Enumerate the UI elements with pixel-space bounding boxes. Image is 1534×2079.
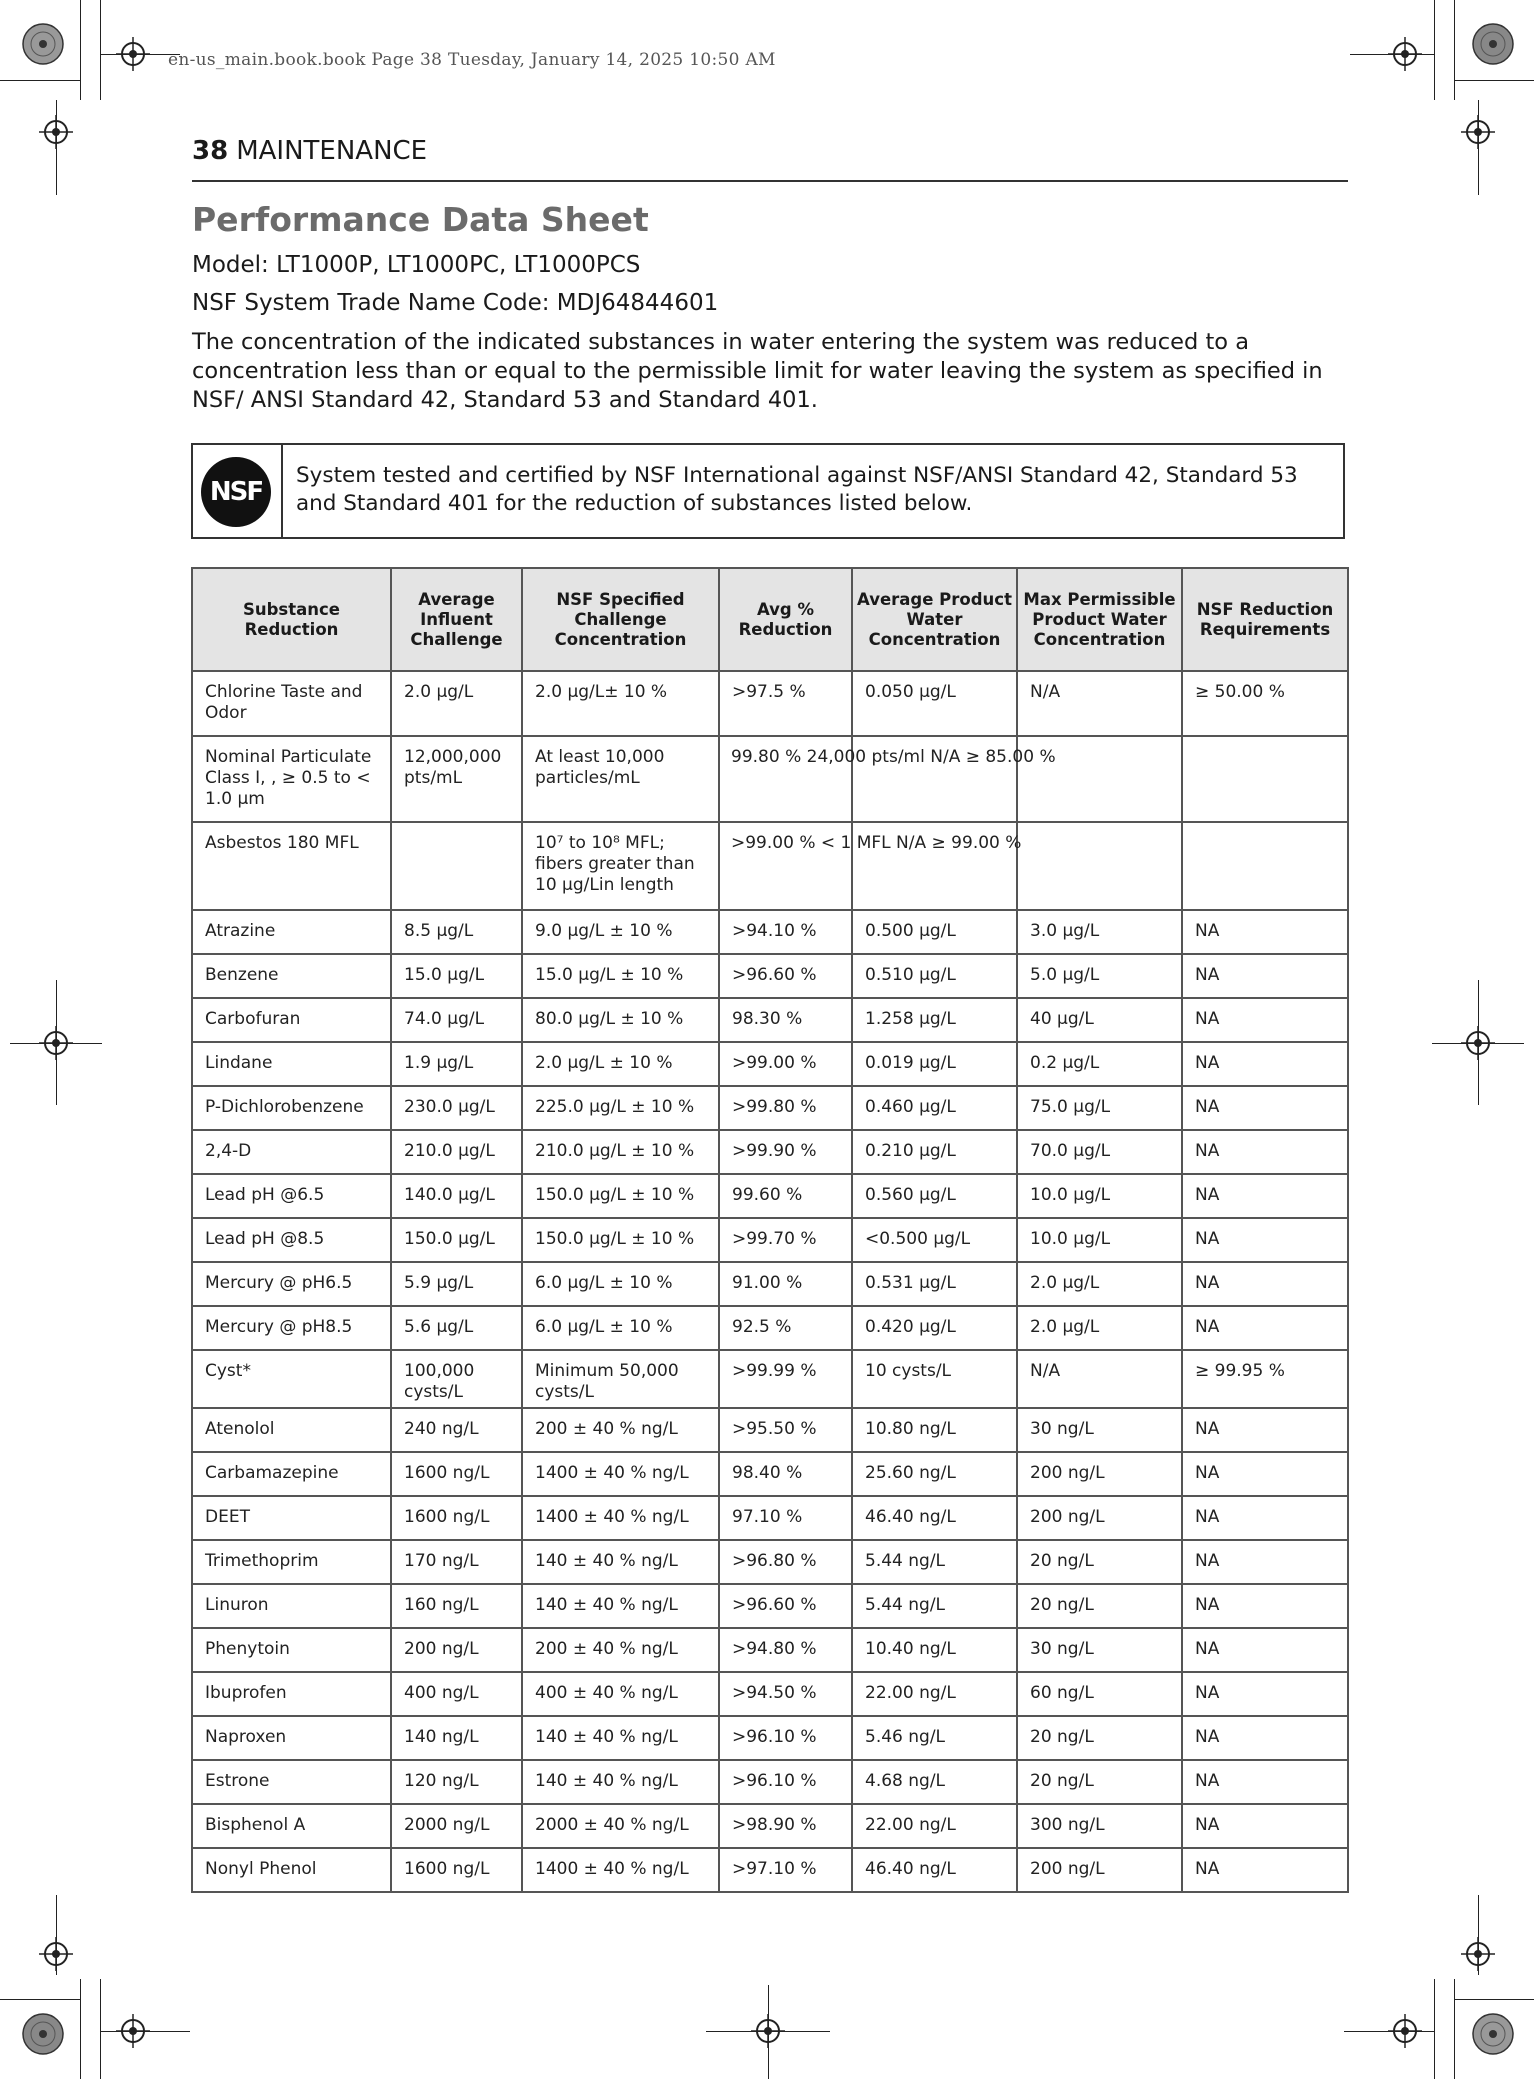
table-cell: 240 ng/L	[391, 1408, 522, 1452]
table-cell: P-Dichlorobenzene	[192, 1086, 391, 1130]
table-row	[192, 1086, 1348, 1130]
table-cell: 1.9 µg/L	[391, 1042, 522, 1086]
table-cell: 200 ng/L	[1017, 1452, 1182, 1496]
table-cell: Asbestos 180 MFL	[192, 822, 391, 910]
table-cell: 10.40 ng/L	[852, 1628, 1017, 1672]
table-cell: 120 ng/L	[391, 1760, 522, 1804]
table-cell: 200 ng/L	[1017, 1848, 1182, 1892]
crosshair-icon	[116, 2014, 150, 2048]
table-cell: Lindane	[192, 1042, 391, 1086]
table-row	[192, 1350, 1348, 1408]
table-cell: 20 ng/L	[1017, 1540, 1182, 1584]
table-cell: 10.0 µg/L	[1017, 1218, 1182, 1262]
table-cell: Phenytoin	[192, 1628, 391, 1672]
table-cell: 10⁷ to 10⁸ MFL; fibers greater than 10 µg/Lin length	[522, 822, 719, 910]
table-cell: >96.80 %	[719, 1540, 852, 1584]
table-cell: Cyst*	[192, 1350, 391, 1408]
table-cell: 5.0 µg/L	[1017, 954, 1182, 998]
table-cell: NA	[1182, 1408, 1348, 1452]
table-cell: 99.60 %	[719, 1174, 852, 1218]
table-cell	[1182, 736, 1348, 822]
table-cell: 210.0 µg/L	[391, 1130, 522, 1174]
table-cell: 80.0 µg/L ± 10 %	[522, 998, 719, 1042]
table-cell: 5.9 µg/L	[391, 1262, 522, 1306]
table-cell: Lead pH @6.5	[192, 1174, 391, 1218]
column-header: NSF Reduction Requirements	[1182, 568, 1348, 671]
table-cell: 10.0 µg/L	[1017, 1174, 1182, 1218]
table-cell: 200 ± 40 % ng/L	[522, 1628, 719, 1672]
crosshair-icon	[1461, 1026, 1495, 1060]
table-cell: NA	[1182, 1848, 1348, 1892]
table-cell: 5.44 ng/L	[852, 1540, 1017, 1584]
table-cell: 20 ng/L	[1017, 1760, 1182, 1804]
particulate-overflow-text: 99.80 % 24,000 pts/ml N/A ≥ 85.00 %	[731, 747, 1056, 767]
table-cell: 5.6 µg/L	[391, 1306, 522, 1350]
crosshair-icon	[1388, 2014, 1422, 2048]
table-cell: 20 ng/L	[1017, 1584, 1182, 1628]
table-cell: Atrazine	[192, 910, 391, 954]
crosshair-icon	[39, 1026, 73, 1060]
table-cell: Chlorine Taste and Odor	[192, 671, 391, 736]
table-cell: 2000 ± 40 % ng/L	[522, 1804, 719, 1848]
table-row	[192, 1306, 1348, 1350]
crosshair-icon	[1461, 1937, 1495, 1971]
table-cell: Estrone	[192, 1760, 391, 1804]
table-cell: NA	[1182, 1452, 1348, 1496]
table-cell: 46.40 ng/L	[852, 1848, 1017, 1892]
table-cell: 2.0 µg/L	[391, 671, 522, 736]
column-header: Max Permissible Product Water Concentration	[1017, 568, 1182, 671]
table-cell: >99.90 %	[719, 1130, 852, 1174]
table-row	[192, 1672, 1348, 1716]
table-cell: NA	[1182, 954, 1348, 998]
table-cell: 12,000,000 pts/mL	[391, 736, 522, 822]
table-row	[192, 1716, 1348, 1760]
table-cell: 98.30 %	[719, 998, 852, 1042]
table-cell: N/A	[1017, 1350, 1182, 1408]
table-cell: 97.10 %	[719, 1496, 852, 1540]
table-cell: 15.0 µg/L ± 10 %	[522, 954, 719, 998]
table-cell: ≥ 99.95 %	[1182, 1350, 1348, 1408]
table-cell: Carbamazepine	[192, 1452, 391, 1496]
table-cell: NA	[1182, 1628, 1348, 1672]
table-row	[192, 1130, 1348, 1174]
table-cell: 22.00 ng/L	[852, 1672, 1017, 1716]
table-cell: 0.210 µg/L	[852, 1130, 1017, 1174]
table-cell: 60 ng/L	[1017, 1672, 1182, 1716]
table-row	[192, 910, 1348, 954]
table-cell: 25.60 ng/L	[852, 1452, 1017, 1496]
table-cell: DEET	[192, 1496, 391, 1540]
table-cell: NA	[1182, 1540, 1348, 1584]
table-cell: 30 ng/L	[1017, 1628, 1182, 1672]
table-cell	[1182, 822, 1348, 910]
table-cell: 0.420 µg/L	[852, 1306, 1017, 1350]
table-cell: 74.0 µg/L	[391, 998, 522, 1042]
table-cell: 140 ± 40 % ng/L	[522, 1584, 719, 1628]
table-cell: 2000 ng/L	[391, 1804, 522, 1848]
table-cell: 1.258 µg/L	[852, 998, 1017, 1042]
table-cell: >96.10 %	[719, 1760, 852, 1804]
table-row	[192, 1628, 1348, 1672]
table-cell: 46.40 ng/L	[852, 1496, 1017, 1540]
table-cell: NA	[1182, 1042, 1348, 1086]
table-cell: 0.560 µg/L	[852, 1174, 1017, 1218]
table-cell: 8.5 µg/L	[391, 910, 522, 954]
intro-paragraph: The concentration of the indicated substances in water entering the system was reduced to a concentration less than or equal to the permissible limit for water leaving the system as specified in NSF/ ANSI Standard 42, Standard 53 and Standard 401.	[192, 329, 1323, 413]
table-cell: 1600 ng/L	[391, 1848, 522, 1892]
table-cell: Nominal Particulate Class I, , ≥ 0.5 to < 1.0 µm	[192, 736, 391, 822]
certification-logo-cell	[193, 445, 283, 537]
table-cell: 170 ng/L	[391, 1540, 522, 1584]
table-cell: NA	[1182, 1262, 1348, 1306]
table-cell: NA	[1182, 1760, 1348, 1804]
table-cell: Naproxen	[192, 1716, 391, 1760]
table-cell: 98.40 %	[719, 1452, 852, 1496]
column-header: Average Influent Challenge	[391, 568, 522, 671]
table-row	[192, 1408, 1348, 1452]
registration-disc-icon	[1471, 22, 1515, 66]
table-cell: 0.531 µg/L	[852, 1262, 1017, 1306]
table-cell: >94.50 %	[719, 1672, 852, 1716]
table-row	[192, 998, 1348, 1042]
crosshair-icon	[116, 37, 150, 71]
certification-box	[191, 443, 1345, 539]
table-cell: 400 ng/L	[391, 1672, 522, 1716]
model-line: Model: LT1000P, LT1000PC, LT1000PCS	[192, 252, 641, 278]
table-cell: Nonyl Phenol	[192, 1848, 391, 1892]
crosshair-icon	[39, 115, 73, 149]
table-cell: NA	[1182, 910, 1348, 954]
table-cell: >96.60 %	[719, 1584, 852, 1628]
table-cell: 1600 ng/L	[391, 1452, 522, 1496]
table-cell: 4.68 ng/L	[852, 1760, 1017, 1804]
table-cell: >95.50 %	[719, 1408, 852, 1452]
table-row	[192, 1496, 1348, 1540]
table-header-row	[192, 568, 1348, 671]
table-cell: >96.60 %	[719, 954, 852, 998]
table-cell: 140.0 µg/L	[391, 1174, 522, 1218]
page-title: Performance Data Sheet	[192, 200, 649, 239]
table-cell: 200 ng/L	[391, 1628, 522, 1672]
table-cell: Trimethoprim	[192, 1540, 391, 1584]
table-cell: >94.80 %	[719, 1628, 852, 1672]
table-cell: 200 ± 40 % ng/L	[522, 1408, 719, 1452]
table-cell: Linuron	[192, 1584, 391, 1628]
table-cell: At least 10,000 particles/mL	[522, 736, 719, 822]
table-cell: 210.0 µg/L ± 10 %	[522, 1130, 719, 1174]
column-header: Substance Reduction	[192, 568, 391, 671]
table-cell: 1400 ± 40 % ng/L	[522, 1496, 719, 1540]
table-row	[192, 1262, 1348, 1306]
table-cell: 140 ± 40 % ng/L	[522, 1760, 719, 1804]
table-cell: NA	[1182, 1306, 1348, 1350]
table-row	[192, 1848, 1348, 1892]
table-cell: 230.0 µg/L	[391, 1086, 522, 1130]
table-cell: Mercury @ pH8.5	[192, 1306, 391, 1350]
table-cell: 6.0 µg/L ± 10 %	[522, 1262, 719, 1306]
table-cell: 140 ng/L	[391, 1716, 522, 1760]
table-cell: 150.0 µg/L ± 10 %	[522, 1174, 719, 1218]
table-cell: 150.0 µg/L	[391, 1218, 522, 1262]
table-cell: >96.10 %	[719, 1716, 852, 1760]
table-cell: >99.80 %	[719, 1086, 852, 1130]
table-cell: 70.0 µg/L	[1017, 1130, 1182, 1174]
table-cell: 30 ng/L	[1017, 1408, 1182, 1452]
table-cell: >94.10 %	[719, 910, 852, 954]
table-cell	[1017, 822, 1182, 910]
table-cell: 200 ng/L	[1017, 1496, 1182, 1540]
page-number: 38	[192, 136, 229, 166]
table-cell: >99.99 %	[719, 1350, 852, 1408]
table-cell: 20 ng/L	[1017, 1716, 1182, 1760]
table-cell: 160 ng/L	[391, 1584, 522, 1628]
table-cell: 150.0 µg/L ± 10 %	[522, 1218, 719, 1262]
table-cell: 2.0 µg/L ± 10 %	[522, 1042, 719, 1086]
registration-disc-icon	[21, 22, 65, 66]
table-cell: 0.050 µg/L	[852, 671, 1017, 736]
certification-text: System tested and certified by NSF International against NSF/ANSI Standard 42, Standard 53 and Standard 401 for the reduction of substances listed below.	[296, 463, 1298, 516]
table-cell: 10 cysts/L	[852, 1350, 1017, 1408]
table-cell: Mercury @ pH6.5	[192, 1262, 391, 1306]
table-cell: NA	[1182, 1086, 1348, 1130]
table-row	[192, 1174, 1348, 1218]
table-row	[192, 1584, 1348, 1628]
table-cell: 0.2 µg/L	[1017, 1042, 1182, 1086]
table-cell: Benzene	[192, 954, 391, 998]
page-header	[192, 136, 1348, 182]
table-cell: 5.46 ng/L	[852, 1716, 1017, 1760]
table-row	[192, 1452, 1348, 1496]
nsf-logo: NSF	[201, 457, 271, 527]
table-cell: 3.0 µg/L	[1017, 910, 1182, 954]
table-cell: 10.80 ng/L	[852, 1408, 1017, 1452]
registration-disc-icon	[21, 2012, 65, 2056]
table-cell: NA	[1182, 1218, 1348, 1262]
table-row	[192, 1760, 1348, 1804]
column-header: Avg % Reduction	[719, 568, 852, 671]
table-cell: 6.0 µg/L ± 10 %	[522, 1306, 719, 1350]
table-cell: 140 ± 40 % ng/L	[522, 1716, 719, 1760]
table-cell: 75.0 µg/L	[1017, 1086, 1182, 1130]
table-cell: 22.00 ng/L	[852, 1804, 1017, 1848]
table-cell: 1600 ng/L	[391, 1496, 522, 1540]
table-cell: NA	[1182, 1716, 1348, 1760]
table-cell: >98.90 %	[719, 1804, 852, 1848]
table-cell: 300 ng/L	[1017, 1804, 1182, 1848]
table-cell: 15.0 µg/L	[391, 954, 522, 998]
section-title: MAINTENANCE	[236, 136, 428, 166]
table-cell: Lead pH @8.5	[192, 1218, 391, 1262]
table-cell: 100,000 cysts/L	[391, 1350, 522, 1408]
table-cell: >97.10 %	[719, 1848, 852, 1892]
table-cell: 140 ± 40 % ng/L	[522, 1540, 719, 1584]
table-row	[192, 954, 1348, 998]
table-cell: 40 µg/L	[1017, 998, 1182, 1042]
table-cell: 91.00 %	[719, 1262, 852, 1306]
table-cell: Atenolol	[192, 1408, 391, 1452]
table-cell: >97.5 %	[719, 671, 852, 736]
table-cell: 92.5 %	[719, 1306, 852, 1350]
table-cell: Minimum 50,000 cysts/L	[522, 1350, 719, 1408]
table-cell: 225.0 µg/L ± 10 %	[522, 1086, 719, 1130]
crosshair-icon	[1461, 115, 1495, 149]
table-cell: 0.460 µg/L	[852, 1086, 1017, 1130]
table-cell: 1400 ± 40 % ng/L	[522, 1452, 719, 1496]
table-cell: 9.0 µg/L ± 10 %	[522, 910, 719, 954]
table-cell	[391, 822, 522, 910]
print-slug: en-us_main.book.book Page 38 Tuesday, January 14, 2025 10:50 AM	[168, 50, 776, 70]
registration-disc-icon	[1471, 2012, 1515, 2056]
table-cell: 5.44 ng/L	[852, 1584, 1017, 1628]
table-cell: Bisphenol A	[192, 1804, 391, 1848]
column-header: Average Product Water Concentration	[852, 568, 1017, 671]
table-row	[192, 1804, 1348, 1848]
table-cell: 0.500 µg/L	[852, 910, 1017, 954]
trade-name-line: NSF System Trade Name Code: MDJ64844601	[192, 290, 719, 316]
table-cell: >99.70 %	[719, 1218, 852, 1262]
table-cell: 400 ± 40 % ng/L	[522, 1672, 719, 1716]
table-cell: 0.019 µg/L	[852, 1042, 1017, 1086]
asbestos-overflow-text: >99.00 % < 1 MFL N/A ≥ 99.00 %	[731, 833, 1022, 853]
table-cell: NA	[1182, 1804, 1348, 1848]
table-cell: NA	[1182, 1130, 1348, 1174]
table-cell: NA	[1182, 998, 1348, 1042]
table-cell: NA	[1182, 1672, 1348, 1716]
table-cell: Ibuprofen	[192, 1672, 391, 1716]
table-cell: <0.500 µg/L	[852, 1218, 1017, 1262]
table-cell: N/A	[1017, 671, 1182, 736]
table-cell: 2.0 µg/L	[1017, 1306, 1182, 1350]
table-row	[192, 671, 1348, 736]
crosshair-icon	[39, 1937, 73, 1971]
table-cell: 2,4-D	[192, 1130, 391, 1174]
table-row	[192, 1540, 1348, 1584]
table-row	[192, 1218, 1348, 1262]
column-header: NSF Specified Challenge Concentration	[522, 568, 719, 671]
table-cell: Carbofuran	[192, 998, 391, 1042]
table-cell: ≥ 50.00 %	[1182, 671, 1348, 736]
crosshair-icon	[1388, 37, 1422, 71]
table-cell: NA	[1182, 1584, 1348, 1628]
table-cell: 0.510 µg/L	[852, 954, 1017, 998]
crosshair-icon	[751, 2014, 785, 2048]
table-cell: 2.0 µg/L± 10 %	[522, 671, 719, 736]
table-cell: 2.0 µg/L	[1017, 1262, 1182, 1306]
table-cell: NA	[1182, 1496, 1348, 1540]
table-row	[192, 1042, 1348, 1086]
table-cell: 1400 ± 40 % ng/L	[522, 1848, 719, 1892]
table-cell: NA	[1182, 1174, 1348, 1218]
table-cell: >99.00 %	[719, 1042, 852, 1086]
